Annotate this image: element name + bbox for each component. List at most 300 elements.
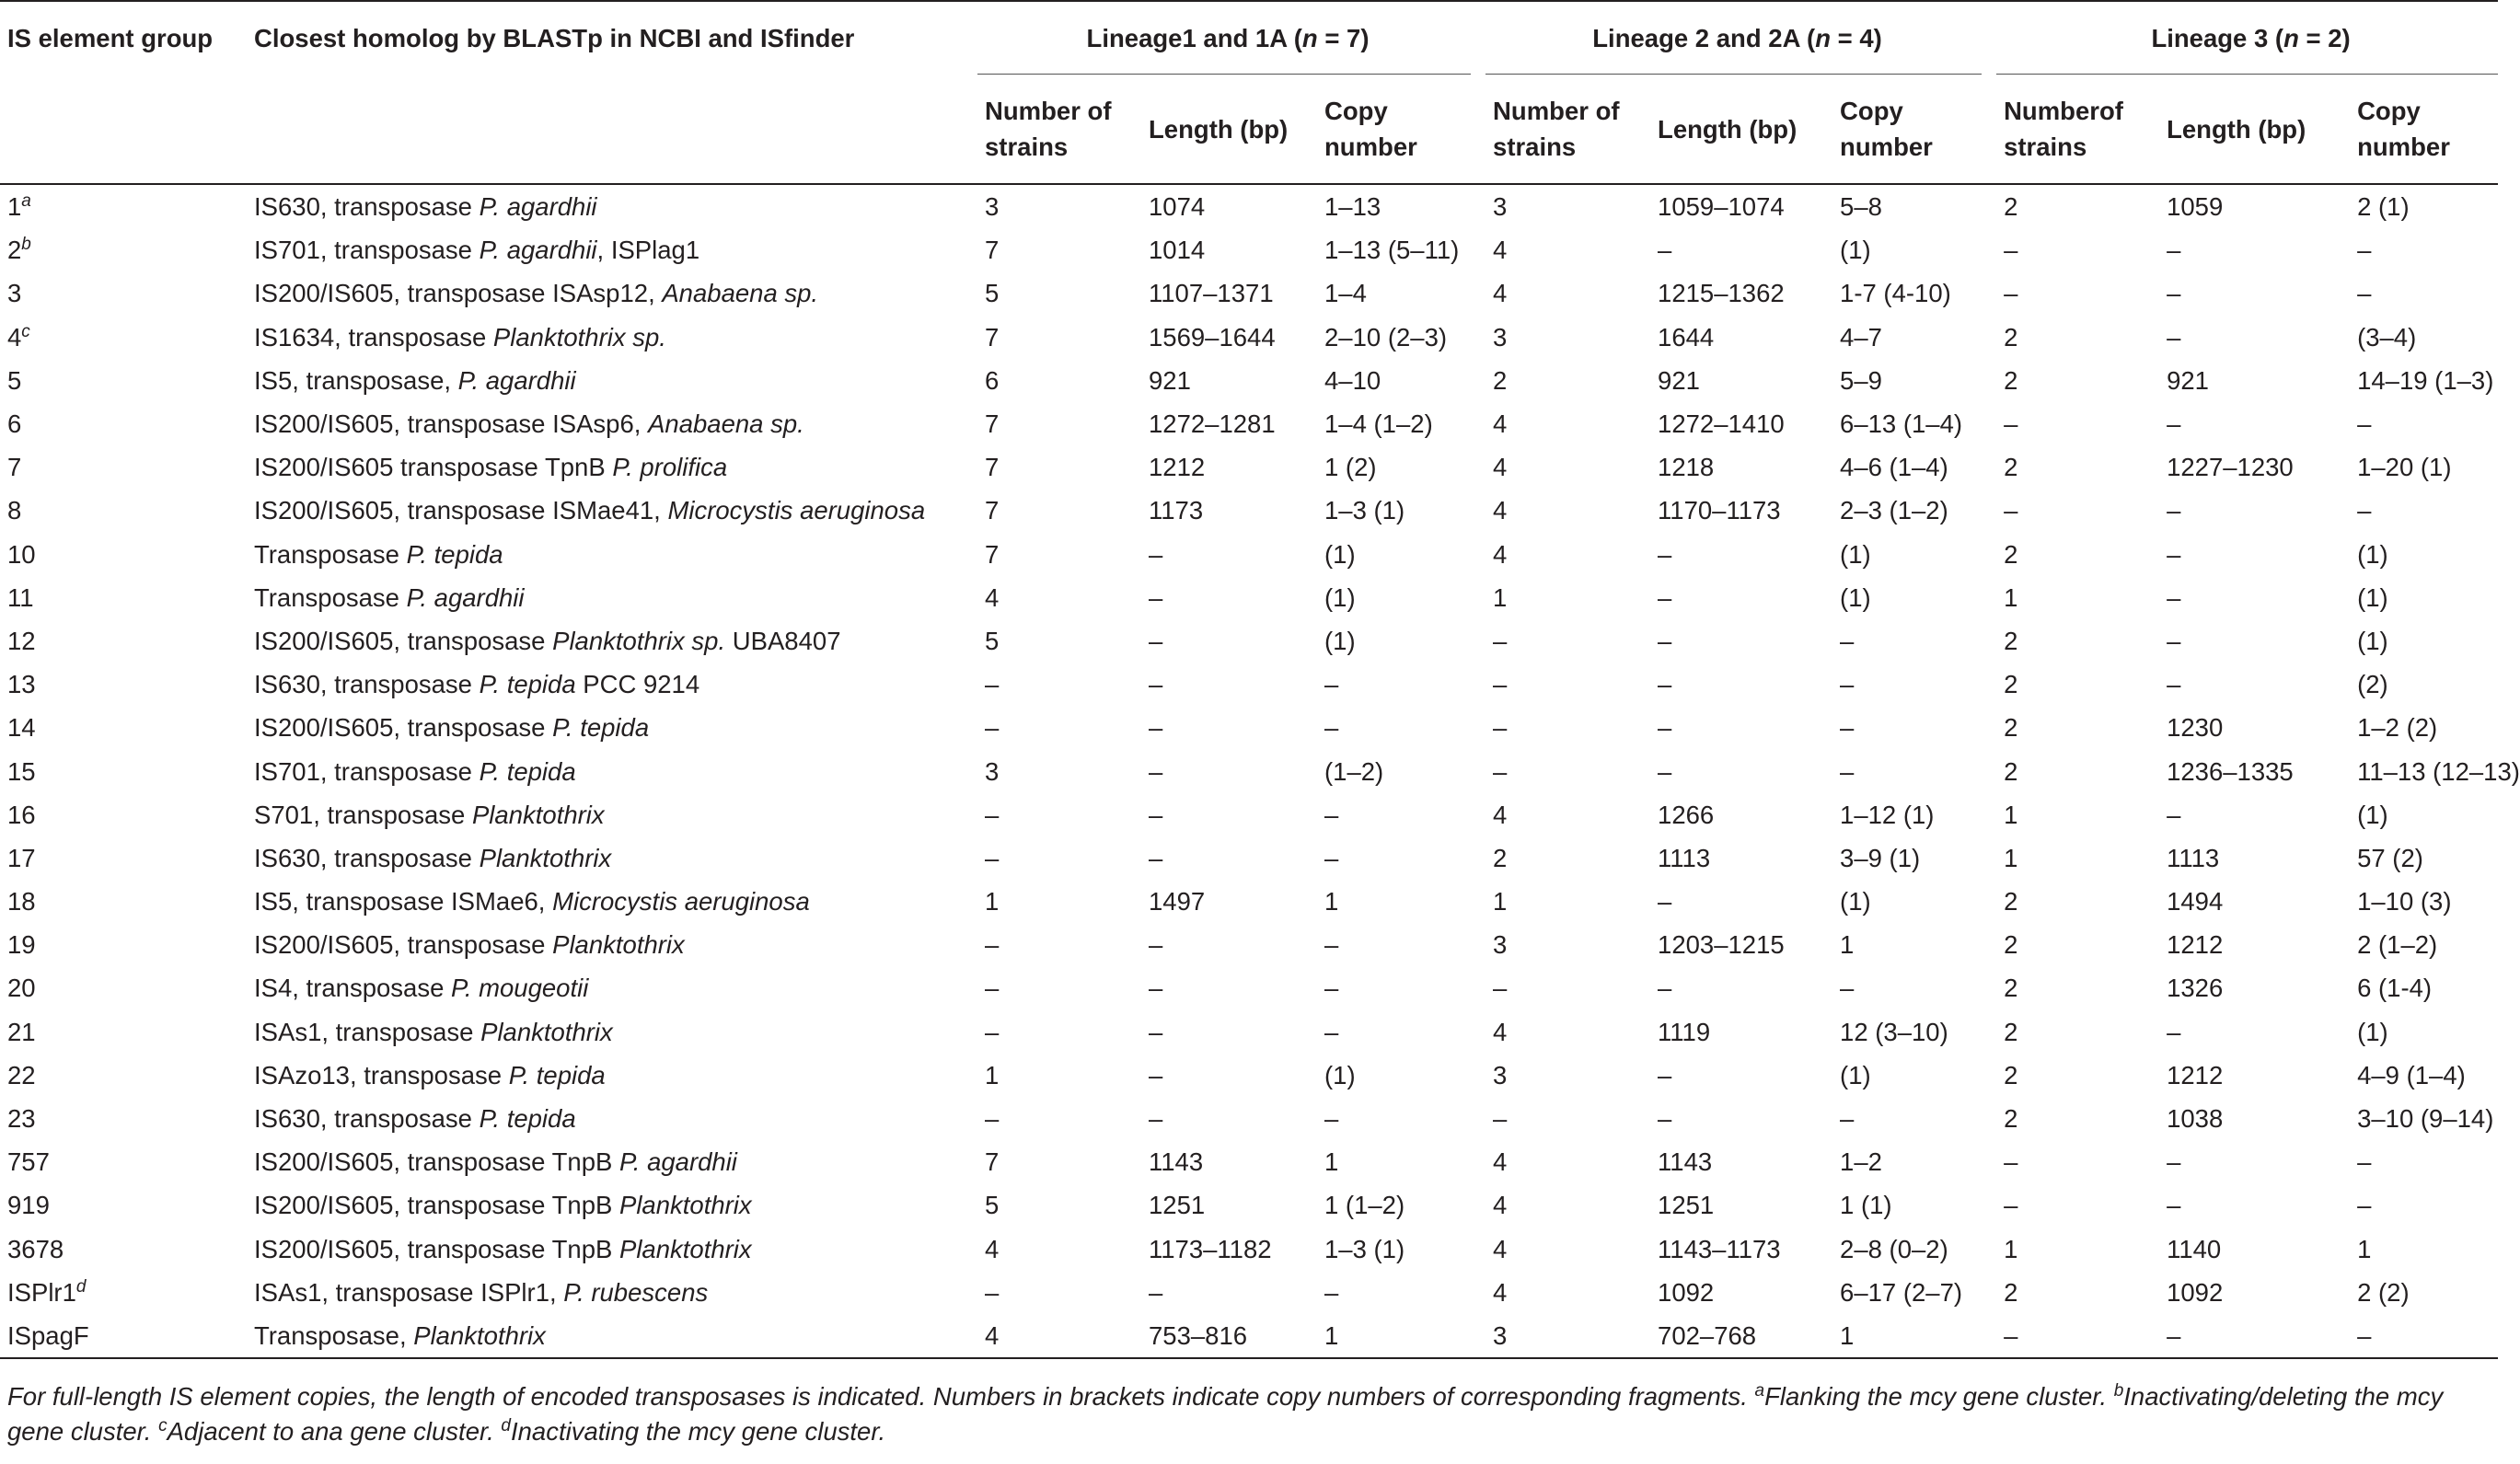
cell-l2-strains: 1 bbox=[1493, 887, 1508, 916]
table-row bbox=[0, 184, 2498, 228]
cell-l1-length: – bbox=[1149, 626, 1163, 655]
cell-l3-strains: 2 bbox=[2004, 322, 2018, 352]
cell-homolog: IS4, transposase P. mougeotii bbox=[254, 974, 589, 1003]
cell-l3-strains: 2 bbox=[2004, 713, 2018, 743]
cell-l2-copy: – bbox=[1840, 1104, 1855, 1134]
table-row bbox=[0, 1314, 2498, 1358]
cell-is-group: 7 bbox=[7, 453, 22, 482]
cell-l3-length: – bbox=[2167, 800, 2181, 829]
cell-l3-strains: 2 bbox=[2004, 930, 2018, 960]
cell-l2-copy: 4–7 bbox=[1840, 322, 1882, 352]
cell-l1-copy: – bbox=[1324, 974, 1339, 1003]
cell-l1-strains: 1 bbox=[985, 887, 1000, 916]
cell-l1-strains: 5 bbox=[985, 1191, 1000, 1220]
cell-l1-copy: (1) bbox=[1324, 1060, 1356, 1089]
cell-l1-strains: – bbox=[985, 1277, 1000, 1307]
cell-l2-length: 1203–1215 bbox=[1658, 930, 1785, 960]
cell-is-group: 5 bbox=[7, 365, 22, 395]
cell-l2-copy: 1 bbox=[1840, 930, 1855, 960]
cell-l2-copy: – bbox=[1840, 713, 1855, 743]
cell-l3-length: – bbox=[2167, 539, 2181, 569]
cell-l2-copy: 3–9 (1) bbox=[1840, 843, 1921, 872]
cell-l3-strains: 2 bbox=[2004, 1017, 2018, 1046]
table-body bbox=[0, 184, 2520, 1358]
cell-l2-strains: – bbox=[1493, 626, 1508, 655]
cell-l2-copy: 6–13 (1–4) bbox=[1840, 409, 1963, 439]
cell-homolog: IS200/IS605 transposase TpnB P. prolifica bbox=[254, 453, 728, 482]
cell-l2-strains: – bbox=[1493, 670, 1508, 699]
cell-l1-strains: 7 bbox=[985, 236, 1000, 265]
cell-homolog: IS630, transposase P. agardhii bbox=[254, 192, 597, 222]
cell-l2-strains: – bbox=[1493, 1104, 1508, 1134]
cell-l3-length: 1230 bbox=[2167, 713, 2224, 743]
subheader-l3-strains: Numberof strains bbox=[2004, 97, 2123, 161]
cell-l3-copy: 1–2 (2) bbox=[2357, 713, 2438, 743]
cell-l3-copy: (1) bbox=[2357, 582, 2388, 612]
cell-l1-strains: 4 bbox=[985, 1320, 1000, 1350]
cell-l1-copy: – bbox=[1324, 670, 1339, 699]
table-row bbox=[0, 489, 2498, 532]
cell-l3-strains: 2 bbox=[2004, 887, 2018, 916]
cell-l1-strains: – bbox=[985, 843, 1000, 872]
cell-l3-length: – bbox=[2167, 322, 2181, 352]
table-row bbox=[0, 1010, 2498, 1054]
table-row bbox=[0, 1054, 2498, 1097]
cell-l2-length: 921 bbox=[1658, 365, 1700, 395]
cell-l3-length: 1038 bbox=[2167, 1104, 2224, 1134]
cell-l1-length: – bbox=[1149, 539, 1163, 569]
cell-l2-copy: – bbox=[1840, 974, 1855, 1003]
cell-is-group: 10 bbox=[7, 539, 36, 569]
table-row bbox=[0, 749, 2498, 792]
cell-l1-copy: (1) bbox=[1324, 539, 1356, 569]
cell-l2-length: 702–768 bbox=[1658, 1320, 1757, 1350]
table-row bbox=[0, 1271, 2498, 1314]
cell-l3-length: 1059 bbox=[2167, 192, 2224, 222]
cell-l2-length: – bbox=[1658, 582, 1672, 612]
cell-l1-copy: 1 (2) bbox=[1324, 453, 1377, 482]
cell-homolog: IS630, transposase P. tepida bbox=[254, 1104, 576, 1134]
cell-l3-strains: 2 bbox=[2004, 670, 2018, 699]
cell-l3-length: – bbox=[2167, 670, 2181, 699]
cell-l2-length: – bbox=[1658, 713, 1672, 743]
cell-l2-strains: – bbox=[1493, 974, 1508, 1003]
cell-l1-length: 1251 bbox=[1149, 1191, 1206, 1220]
cell-homolog: IS200/IS605, transposase P. tepida bbox=[254, 713, 650, 743]
cell-is-group: 13 bbox=[7, 670, 36, 699]
cell-l2-length: – bbox=[1658, 974, 1672, 1003]
cell-l1-copy: 1 bbox=[1324, 887, 1339, 916]
cell-l3-length: – bbox=[2167, 1191, 2181, 1220]
table-footnote: For full-length IS element copies, the length of encoded transposases is indicated. Numbers in brackets indicate copy numbers of corresponding fragments. $^a$Flanking the mcy gene cluster. $^b$Inactivating/deleting the mcy gene cluster. $^c$Adjacent to ana gene cluster. $^d$Inactivating the mcy gene cluster. bbox=[7, 1380, 2444, 1446]
cell-l1-copy: 1 bbox=[1324, 1320, 1339, 1350]
cell-l2-length: 1251 bbox=[1658, 1191, 1715, 1220]
cell-l1-copy: 1–4 (1–2) bbox=[1324, 409, 1433, 439]
cell-l2-strains: 4 bbox=[1493, 496, 1508, 525]
cell-homolog: IS200/IS605, transposase ISAsp6, Anabaena sp. bbox=[254, 409, 804, 439]
cell-l3-length: – bbox=[2167, 409, 2181, 439]
cell-l2-strains: 2 bbox=[1493, 365, 1508, 395]
cell-l2-length: 1272–1410 bbox=[1658, 409, 1785, 439]
cell-l2-copy: (1) bbox=[1840, 539, 1871, 569]
table-row bbox=[0, 533, 2498, 576]
table-row bbox=[0, 402, 2498, 445]
cell-l1-copy: 4–10 bbox=[1324, 365, 1381, 395]
cell-homolog: Transposase, Planktothrix bbox=[254, 1320, 546, 1350]
cell-homolog: Transposase P. tepida bbox=[254, 539, 503, 569]
cell-l2-length: 1092 bbox=[1658, 1277, 1715, 1307]
cell-l3-copy: (3–4) bbox=[2357, 322, 2417, 352]
cell-is-group: 21 bbox=[7, 1017, 36, 1046]
cell-l3-length: 1092 bbox=[2167, 1277, 2224, 1307]
cell-l2-copy: (1) bbox=[1840, 236, 1871, 265]
cell-homolog: IS200/IS605, transposase ISMae41, Microcystis aeruginosa bbox=[254, 496, 926, 525]
cell-l3-copy: – bbox=[2357, 409, 2372, 439]
cell-l3-copy: – bbox=[2357, 1320, 2372, 1350]
cell-l3-strains: 2 bbox=[2004, 1060, 2018, 1089]
cell-homolog: S701, transposase Planktothrix bbox=[254, 800, 605, 829]
cell-l1-strains: 7 bbox=[985, 539, 1000, 569]
cell-l2-length: – bbox=[1658, 756, 1672, 786]
cell-is-group: ISPlr1$^d$ bbox=[7, 1276, 87, 1307]
cell-l1-copy: 1–13 (5–11) bbox=[1324, 236, 1460, 265]
table-row bbox=[0, 271, 2498, 315]
cell-l2-strains: 3 bbox=[1493, 930, 1508, 960]
cell-l2-strains: 4 bbox=[1493, 1147, 1508, 1177]
cell-is-group: 6 bbox=[7, 409, 22, 439]
cell-is-group: 19 bbox=[7, 930, 36, 960]
cell-l3-length: 1212 bbox=[2167, 1060, 2224, 1089]
cell-l1-length: 753–816 bbox=[1149, 1320, 1248, 1350]
table-row bbox=[0, 836, 2498, 880]
cell-l2-strains: 2 bbox=[1493, 843, 1508, 872]
cell-l3-strains: 2 bbox=[2004, 1104, 2018, 1134]
cell-homolog: IS630, transposase Planktothrix bbox=[254, 843, 612, 872]
cell-l1-length: 1212 bbox=[1149, 453, 1206, 482]
cell-l1-length: 1014 bbox=[1149, 236, 1206, 265]
cell-l3-copy: 2 (1–2) bbox=[2357, 930, 2438, 960]
cell-l1-strains: – bbox=[985, 670, 1000, 699]
cell-l3-copy: 57 (2) bbox=[2357, 843, 2423, 872]
cell-l1-strains: 3 bbox=[985, 192, 1000, 222]
cell-l2-copy: (1) bbox=[1840, 887, 1871, 916]
cell-l1-copy: (1) bbox=[1324, 626, 1356, 655]
cell-l1-copy: – bbox=[1324, 1277, 1339, 1307]
cell-l3-length: 921 bbox=[2167, 365, 2209, 395]
cell-l2-copy: – bbox=[1840, 626, 1855, 655]
cell-l3-strains: 1 bbox=[2004, 800, 2018, 829]
cell-is-group: ISpagF bbox=[7, 1320, 89, 1350]
cell-l2-copy: 6–17 (2–7) bbox=[1840, 1277, 1963, 1307]
cell-l1-copy: 1–13 bbox=[1324, 192, 1381, 222]
cell-l3-length: 1113 bbox=[2167, 843, 2220, 872]
table-row bbox=[0, 1183, 2498, 1227]
header-lineage1: Lineage1 and 1A (n = 7) bbox=[977, 1, 1471, 75]
cell-l1-length: 1569–1644 bbox=[1149, 322, 1276, 352]
cell-l2-length: 1266 bbox=[1658, 800, 1715, 829]
cell-homolog: Transposase P. agardhii bbox=[254, 582, 525, 612]
cell-homolog: IS5, transposase ISMae6, Microcystis aeruginosa bbox=[254, 887, 810, 916]
cell-l3-copy: 3–10 (9–14) bbox=[2357, 1104, 2494, 1134]
cell-l2-strains: 3 bbox=[1493, 1320, 1508, 1350]
table-row bbox=[0, 359, 2498, 402]
cell-l3-strains: – bbox=[2004, 496, 2018, 525]
cell-l3-length: – bbox=[2167, 626, 2181, 655]
cell-is-group: 20 bbox=[7, 974, 36, 1003]
cell-l3-copy: (1) bbox=[2357, 1017, 2388, 1046]
table-row bbox=[0, 619, 2498, 663]
cell-l1-copy: 1–4 bbox=[1324, 279, 1367, 308]
cell-l1-length: – bbox=[1149, 670, 1163, 699]
cell-is-group: 18 bbox=[7, 887, 36, 916]
table-row bbox=[0, 576, 2498, 619]
cell-l1-copy: 1–3 (1) bbox=[1324, 1234, 1405, 1263]
cell-l2-copy: (1) bbox=[1840, 1060, 1871, 1089]
cell-l2-length: – bbox=[1658, 1060, 1672, 1089]
cell-l2-length: 1059–1074 bbox=[1658, 192, 1785, 222]
cell-l2-strains: 4 bbox=[1493, 1017, 1508, 1046]
subheader-l3-copy: Copy number bbox=[2357, 97, 2450, 161]
cell-l1-strains: – bbox=[985, 930, 1000, 960]
cell-l1-strains: 4 bbox=[985, 582, 1000, 612]
cell-l2-length: – bbox=[1658, 626, 1672, 655]
cell-l3-length: 1236–1335 bbox=[2167, 756, 2294, 786]
table-row bbox=[0, 1097, 2498, 1140]
cell-l3-length: – bbox=[2167, 582, 2181, 612]
cell-l3-strains: 1 bbox=[2004, 582, 2018, 612]
cell-is-group: 2$^b$ bbox=[7, 235, 31, 265]
cell-l1-copy: – bbox=[1324, 1104, 1339, 1134]
cell-is-group: 15 bbox=[7, 756, 36, 786]
cell-l2-strains: 4 bbox=[1493, 409, 1508, 439]
table-row bbox=[0, 1140, 2498, 1183]
cell-l1-length: – bbox=[1149, 756, 1163, 786]
cell-l2-copy: (1) bbox=[1840, 582, 1871, 612]
cell-l3-strains: – bbox=[2004, 1191, 2018, 1220]
cell-l2-length: – bbox=[1658, 670, 1672, 699]
cell-l1-length: 1074 bbox=[1149, 192, 1206, 222]
cell-l3-copy: 4–9 (1–4) bbox=[2357, 1060, 2466, 1089]
cell-is-group: 12 bbox=[7, 626, 36, 655]
cell-homolog: IS701, transposase P. tepida bbox=[254, 756, 576, 786]
cell-l1-strains: 7 bbox=[985, 409, 1000, 439]
cell-l3-strains: 2 bbox=[2004, 756, 2018, 786]
cell-l3-copy: (1) bbox=[2357, 800, 2388, 829]
cell-l2-copy: 4–6 (1–4) bbox=[1840, 453, 1948, 482]
subheader-l1-strains: Number of strains bbox=[985, 97, 1112, 161]
header-lineage2: Lineage 2 and 2A (n = 4) bbox=[1485, 1, 1982, 75]
cell-l1-length: – bbox=[1149, 713, 1163, 743]
cell-l2-length: 1644 bbox=[1658, 322, 1715, 352]
cell-l3-length: 1494 bbox=[2167, 887, 2224, 916]
cell-l1-length: – bbox=[1149, 800, 1163, 829]
cell-is-group: 3678 bbox=[7, 1234, 64, 1263]
cell-l2-length: – bbox=[1658, 887, 1672, 916]
cell-l3-length: – bbox=[2167, 496, 2181, 525]
cell-l1-length: 1497 bbox=[1149, 887, 1206, 916]
cell-is-group: 757 bbox=[7, 1147, 50, 1177]
cell-l2-copy: 1–2 bbox=[1840, 1147, 1882, 1177]
cell-homolog: IS200/IS605, transposase ISAsp12, Anabaena sp. bbox=[254, 279, 819, 308]
cell-is-group: 11 bbox=[7, 582, 34, 612]
cell-l2-strains: 4 bbox=[1493, 279, 1508, 308]
cell-l1-strains: 7 bbox=[985, 322, 1000, 352]
cell-l2-length: – bbox=[1658, 539, 1672, 569]
cell-l3-length: – bbox=[2167, 1147, 2181, 1177]
cell-l3-copy: 11–13 (12–13) bbox=[2357, 756, 2520, 786]
cell-is-group: 14 bbox=[7, 713, 36, 743]
cell-l2-length: – bbox=[1658, 1104, 1672, 1134]
cell-l2-copy: 1–12 (1) bbox=[1840, 800, 1935, 829]
cell-l3-strains: – bbox=[2004, 279, 2018, 308]
cell-l1-strains: – bbox=[985, 713, 1000, 743]
cell-l1-strains: – bbox=[985, 800, 1000, 829]
cell-homolog: IS701, transposase P. agardhii, ISPlag1 bbox=[254, 236, 700, 265]
cell-l2-length: 1218 bbox=[1658, 453, 1715, 482]
cell-l1-length: 1173 bbox=[1149, 496, 1204, 525]
subheader-l3-length: Length (bp) bbox=[2167, 114, 2306, 144]
cell-l2-length: 1215–1362 bbox=[1658, 279, 1785, 308]
cell-l2-copy: 5–8 bbox=[1840, 192, 1882, 222]
cell-l3-copy: 14–19 (1–3) bbox=[2357, 365, 2494, 395]
cell-l1-copy: 1 bbox=[1324, 1147, 1339, 1177]
cell-homolog: IS200/IS605, transposase Planktothrix sp. UBA8407 bbox=[254, 626, 841, 655]
cell-l3-strains: 1 bbox=[2004, 1234, 2018, 1263]
cell-is-group: 23 bbox=[7, 1104, 36, 1134]
cell-l1-length: – bbox=[1149, 843, 1163, 872]
cell-l2-length: 1143 bbox=[1658, 1147, 1713, 1177]
cell-l2-strains: 4 bbox=[1493, 453, 1508, 482]
subheader-l2-length: Length (bp) bbox=[1658, 114, 1798, 144]
cell-l1-strains: – bbox=[985, 974, 1000, 1003]
cell-l3-strains: 1 bbox=[2004, 843, 2018, 872]
cell-l3-length: 1140 bbox=[2167, 1234, 2222, 1263]
cell-l1-strains: 4 bbox=[985, 1234, 1000, 1263]
cell-l3-copy: – bbox=[2357, 1191, 2372, 1220]
cell-l2-strains: 4 bbox=[1493, 539, 1508, 569]
subheader-l1-copy: Copy number bbox=[1324, 97, 1417, 161]
cell-l3-copy: 1–10 (3) bbox=[2357, 887, 2452, 916]
cell-l2-strains: 3 bbox=[1493, 1060, 1508, 1089]
cell-is-group: 22 bbox=[7, 1060, 36, 1089]
cell-l1-length: – bbox=[1149, 930, 1163, 960]
table-row bbox=[0, 228, 2498, 271]
cell-l1-copy: – bbox=[1324, 713, 1339, 743]
cell-l1-copy: (1–2) bbox=[1324, 756, 1384, 786]
cell-l2-copy: 1-7 (4-10) bbox=[1840, 279, 1951, 308]
cell-l2-strains: 1 bbox=[1493, 582, 1508, 612]
cell-l1-length: 1143 bbox=[1149, 1147, 1204, 1177]
cell-l1-length: 1107–1371 bbox=[1149, 279, 1274, 308]
table-row bbox=[0, 880, 2498, 923]
cell-l3-strains: 2 bbox=[2004, 974, 2018, 1003]
cell-l2-length: 1119 bbox=[1658, 1017, 1711, 1046]
cell-l3-strains: – bbox=[2004, 1320, 2018, 1350]
cell-l1-copy: – bbox=[1324, 930, 1339, 960]
header-homolog: Closest homolog by BLASTp in NCBI and ISfinder bbox=[254, 23, 855, 52]
cell-l1-strains: 1 bbox=[985, 1060, 1000, 1089]
subheader-l1-length: Length (bp) bbox=[1149, 114, 1289, 144]
cell-l3-length: 1212 bbox=[2167, 930, 2224, 960]
cell-l1-length: 1173–1182 bbox=[1149, 1234, 1272, 1263]
cell-l1-length: – bbox=[1149, 1277, 1163, 1307]
table-row bbox=[0, 663, 2498, 706]
cell-l3-length: – bbox=[2167, 279, 2181, 308]
cell-l1-strains: 5 bbox=[985, 279, 1000, 308]
cell-l2-length: 1170–1173 bbox=[1658, 496, 1781, 525]
cell-l3-copy: 2 (2) bbox=[2357, 1277, 2410, 1307]
cell-l1-strains: 6 bbox=[985, 365, 1000, 395]
cell-l3-copy: 1–20 (1) bbox=[2357, 453, 2452, 482]
cell-l3-strains: 2 bbox=[2004, 539, 2018, 569]
table-row bbox=[0, 316, 2498, 359]
cell-l3-copy: (2) bbox=[2357, 670, 2388, 699]
cell-l2-copy: 2–3 (1–2) bbox=[1840, 496, 1948, 525]
cell-l3-strains: 2 bbox=[2004, 365, 2018, 395]
cell-l1-strains: – bbox=[985, 1017, 1000, 1046]
cell-l1-length: – bbox=[1149, 582, 1163, 612]
cell-homolog: IS200/IS605, transposase TnpB Planktothrix bbox=[254, 1234, 752, 1263]
cell-l2-strains: 3 bbox=[1493, 192, 1508, 222]
cell-l2-copy: 2–8 (0–2) bbox=[1840, 1234, 1948, 1263]
cell-is-group: 4$^c$ bbox=[7, 321, 30, 352]
cell-homolog: IS200/IS605, transposase TnpB P. agardhii bbox=[254, 1147, 737, 1177]
cell-l1-strains: 5 bbox=[985, 626, 1000, 655]
cell-l2-strains: 4 bbox=[1493, 800, 1508, 829]
cell-l1-strains: 7 bbox=[985, 453, 1000, 482]
cell-l1-copy: – bbox=[1324, 1017, 1339, 1046]
cell-l1-copy: – bbox=[1324, 843, 1339, 872]
cell-l2-length: 1143–1173 bbox=[1658, 1234, 1781, 1263]
cell-l3-strains: – bbox=[2004, 1147, 2018, 1177]
cell-l2-copy: 12 (3–10) bbox=[1840, 1017, 1948, 1046]
cell-l3-strains: – bbox=[2004, 236, 2018, 265]
cell-l2-copy: 1 (1) bbox=[1840, 1191, 1892, 1220]
cell-l3-length: – bbox=[2167, 1320, 2181, 1350]
cell-l1-copy: 2–10 (2–3) bbox=[1324, 322, 1448, 352]
table-row bbox=[0, 1228, 2498, 1271]
cell-l1-length: – bbox=[1149, 1017, 1163, 1046]
cell-l3-length: 1227–1230 bbox=[2167, 453, 2294, 482]
cell-l3-copy: – bbox=[2357, 1147, 2372, 1177]
cell-l1-length: – bbox=[1149, 974, 1163, 1003]
cell-homolog: IS200/IS605, transposase Planktothrix bbox=[254, 930, 685, 960]
cell-l2-copy: – bbox=[1840, 670, 1855, 699]
cell-l3-copy: (1) bbox=[2357, 626, 2388, 655]
cell-l1-strains: 7 bbox=[985, 1147, 1000, 1177]
cell-l2-strains: – bbox=[1493, 756, 1508, 786]
cell-l3-length: 1326 bbox=[2167, 974, 2224, 1003]
cell-l3-copy: – bbox=[2357, 496, 2372, 525]
subheader-l2-copy: Copy number bbox=[1840, 97, 1933, 161]
cell-homolog: IS630, transposase P. tepida PCC 9214 bbox=[254, 670, 700, 699]
cell-l3-strains: – bbox=[2004, 409, 2018, 439]
cell-l1-copy: (1) bbox=[1324, 582, 1356, 612]
cell-l3-strains: 2 bbox=[2004, 1277, 2018, 1307]
cell-l2-copy: – bbox=[1840, 756, 1855, 786]
cell-l3-strains: 2 bbox=[2004, 626, 2018, 655]
table-row bbox=[0, 706, 2498, 749]
cell-is-group: 17 bbox=[7, 843, 36, 872]
header-lineage3: Lineage 3 (n = 2) bbox=[1996, 1, 2498, 75]
cell-l2-length: 1113 bbox=[1658, 843, 1711, 872]
cell-homolog: IS1634, transposase Planktothrix sp. bbox=[254, 322, 666, 352]
cell-l1-strains: 7 bbox=[985, 496, 1000, 525]
header-is-group: IS element group bbox=[7, 23, 214, 52]
cell-homolog: ISAs1, transposase Planktothrix bbox=[254, 1017, 613, 1046]
cell-l1-length: – bbox=[1149, 1104, 1163, 1134]
cell-l1-strains: – bbox=[985, 1104, 1000, 1134]
